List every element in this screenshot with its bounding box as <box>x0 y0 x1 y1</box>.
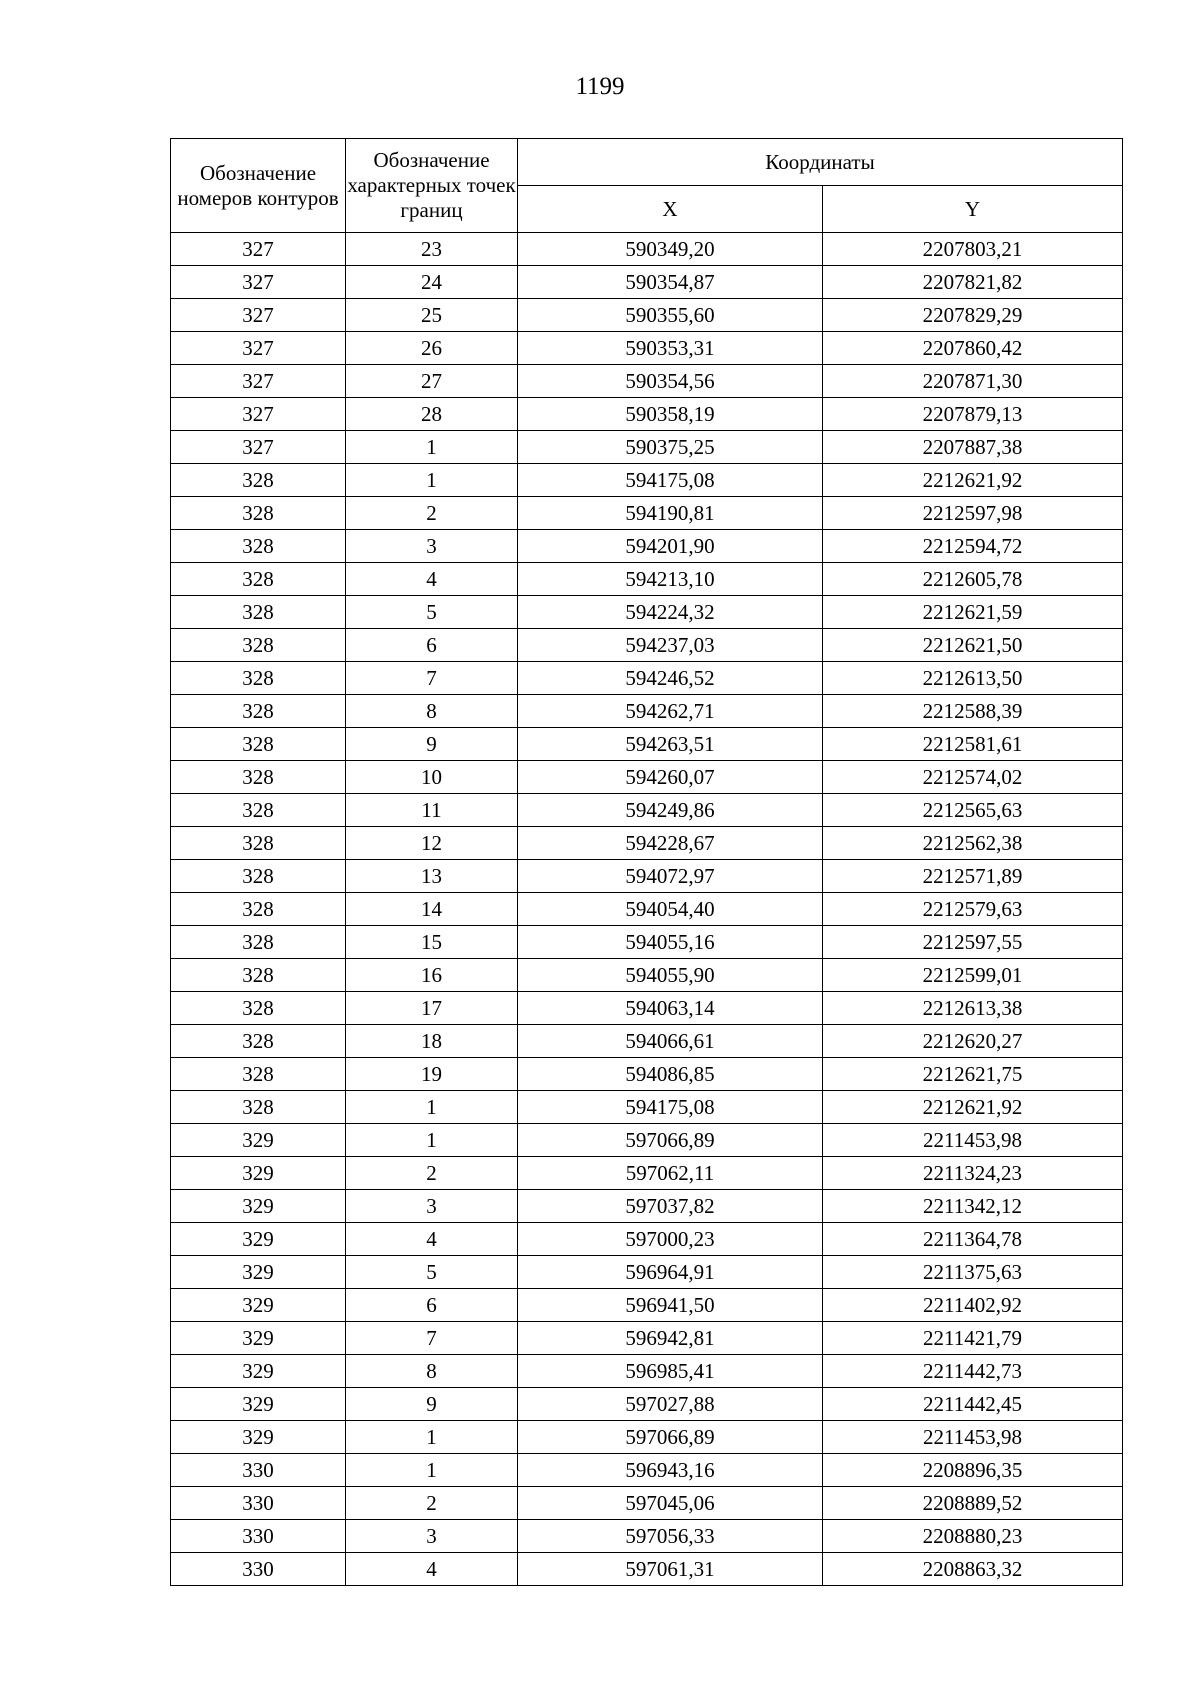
cell-point-number: 2 <box>346 497 518 530</box>
cell-point-number: 6 <box>346 629 518 662</box>
cell-point-number: 1 <box>346 431 518 464</box>
cell-y: 2208896,35 <box>823 1454 1123 1487</box>
cell-point-number: 14 <box>346 893 518 926</box>
cell-x: 597045,06 <box>518 1487 823 1520</box>
cell-contour-number: 328 <box>171 695 346 728</box>
table-row <box>171 1091 1123 1124</box>
cell-point-number: 10 <box>346 761 518 794</box>
cell-x: 590354,56 <box>518 365 823 398</box>
cell-point-number: 8 <box>346 695 518 728</box>
cell-contour-number: 329 <box>171 1388 346 1421</box>
cell-x: 596985,41 <box>518 1355 823 1388</box>
cell-point-number: 7 <box>346 1322 518 1355</box>
table-row <box>171 827 1123 860</box>
cell-y: 2212621,50 <box>823 629 1123 662</box>
cell-y: 2207871,30 <box>823 365 1123 398</box>
cell-y: 2208880,23 <box>823 1520 1123 1553</box>
coordinates-table <box>170 138 1123 1586</box>
cell-point-number: 27 <box>346 365 518 398</box>
cell-x: 594213,10 <box>518 563 823 596</box>
table-row <box>171 794 1123 827</box>
table-row <box>171 1190 1123 1223</box>
page-number: 1199 <box>575 73 625 100</box>
cell-point-number: 3 <box>346 530 518 563</box>
cell-y: 2212581,61 <box>823 728 1123 761</box>
cell-point-number: 16 <box>346 959 518 992</box>
table-header <box>171 139 1123 233</box>
cell-y: 2212621,92 <box>823 464 1123 497</box>
cell-contour-number: 328 <box>171 860 346 893</box>
cell-x: 594066,61 <box>518 1025 823 1058</box>
table-row <box>171 1157 1123 1190</box>
cell-point-number: 13 <box>346 860 518 893</box>
table-row <box>171 365 1123 398</box>
cell-y: 2207829,29 <box>823 299 1123 332</box>
cell-contour-number: 327 <box>171 233 346 266</box>
cell-contour-number: 329 <box>171 1289 346 1322</box>
cell-y: 2208889,52 <box>823 1487 1123 1520</box>
cell-point-number: 3 <box>346 1190 518 1223</box>
cell-x: 594054,40 <box>518 893 823 926</box>
cell-y: 2212597,98 <box>823 497 1123 530</box>
table-body <box>171 233 1123 1586</box>
cell-x: 596943,16 <box>518 1454 823 1487</box>
table-row <box>171 332 1123 365</box>
cell-y: 2211421,79 <box>823 1322 1123 1355</box>
cell-contour-number: 328 <box>171 662 346 695</box>
table-row <box>171 662 1123 695</box>
cell-contour-number: 328 <box>171 596 346 629</box>
cell-y: 2212621,92 <box>823 1091 1123 1124</box>
cell-point-number: 2 <box>346 1487 518 1520</box>
cell-contour-number: 327 <box>171 332 346 365</box>
cell-contour-number: 327 <box>171 398 346 431</box>
cell-point-number: 1 <box>346 464 518 497</box>
cell-point-number: 4 <box>346 1553 518 1586</box>
cell-point-number: 17 <box>346 992 518 1025</box>
cell-y: 2211342,12 <box>823 1190 1123 1223</box>
cell-contour-number: 328 <box>171 1058 346 1091</box>
cell-y: 2211402,92 <box>823 1289 1123 1322</box>
cell-y: 2211364,78 <box>823 1223 1123 1256</box>
table-row <box>171 926 1123 959</box>
cell-contour-number: 328 <box>171 728 346 761</box>
cell-x: 590355,60 <box>518 299 823 332</box>
table-row <box>171 1025 1123 1058</box>
cell-x: 596942,81 <box>518 1322 823 1355</box>
cell-point-number: 3 <box>346 1520 518 1553</box>
cell-contour-number: 328 <box>171 761 346 794</box>
cell-contour-number: 329 <box>171 1190 346 1223</box>
cell-y: 2207879,13 <box>823 398 1123 431</box>
header-contour-numbers: Обозначение номеров контуров <box>171 139 346 233</box>
cell-point-number: 11 <box>346 794 518 827</box>
table-row <box>171 563 1123 596</box>
table-row <box>171 728 1123 761</box>
cell-contour-number: 328 <box>171 530 346 563</box>
cell-x: 594237,03 <box>518 629 823 662</box>
cell-point-number: 2 <box>346 1157 518 1190</box>
table-row <box>171 266 1123 299</box>
table-row <box>171 1421 1123 1454</box>
cell-x: 594190,81 <box>518 497 823 530</box>
cell-x: 597000,23 <box>518 1223 823 1256</box>
cell-x: 590358,19 <box>518 398 823 431</box>
cell-contour-number: 327 <box>171 266 346 299</box>
cell-contour-number: 328 <box>171 893 346 926</box>
cell-x: 594260,07 <box>518 761 823 794</box>
cell-y: 2211442,73 <box>823 1355 1123 1388</box>
cell-x: 594246,52 <box>518 662 823 695</box>
table-row <box>171 959 1123 992</box>
table-row <box>171 1487 1123 1520</box>
table-row <box>171 1058 1123 1091</box>
cell-point-number: 1 <box>346 1421 518 1454</box>
cell-x: 590349,20 <box>518 233 823 266</box>
header-boundary-points: Обозначение характерных точек границ <box>346 139 518 233</box>
cell-y: 2212613,50 <box>823 662 1123 695</box>
cell-y: 2212599,01 <box>823 959 1123 992</box>
cell-y: 2212621,75 <box>823 1058 1123 1091</box>
cell-contour-number: 329 <box>171 1322 346 1355</box>
cell-point-number: 5 <box>346 596 518 629</box>
cell-contour-number: 329 <box>171 1157 346 1190</box>
cell-contour-number: 329 <box>171 1256 346 1289</box>
table-row <box>171 629 1123 662</box>
table-row <box>171 1223 1123 1256</box>
cell-x: 594086,85 <box>518 1058 823 1091</box>
cell-y: 2211324,23 <box>823 1157 1123 1190</box>
cell-x: 596964,91 <box>518 1256 823 1289</box>
cell-contour-number: 328 <box>171 1025 346 1058</box>
cell-point-number: 19 <box>346 1058 518 1091</box>
header-x: X <box>518 186 823 233</box>
cell-point-number: 8 <box>346 1355 518 1388</box>
cell-x: 594072,97 <box>518 860 823 893</box>
table-row <box>171 1355 1123 1388</box>
cell-y: 2207821,82 <box>823 266 1123 299</box>
cell-point-number: 24 <box>346 266 518 299</box>
table-row <box>171 695 1123 728</box>
cell-point-number: 18 <box>346 1025 518 1058</box>
cell-contour-number: 327 <box>171 365 346 398</box>
cell-x: 590353,31 <box>518 332 823 365</box>
table-row <box>171 596 1123 629</box>
cell-point-number: 9 <box>346 728 518 761</box>
cell-x: 594263,51 <box>518 728 823 761</box>
cell-contour-number: 328 <box>171 464 346 497</box>
cell-x: 597066,89 <box>518 1124 823 1157</box>
cell-point-number: 4 <box>346 1223 518 1256</box>
cell-y: 2212620,27 <box>823 1025 1123 1058</box>
cell-point-number: 26 <box>346 332 518 365</box>
cell-x: 594055,90 <box>518 959 823 992</box>
cell-y: 2212571,89 <box>823 860 1123 893</box>
cell-point-number: 7 <box>346 662 518 695</box>
cell-contour-number: 328 <box>171 794 346 827</box>
table-row <box>171 1553 1123 1586</box>
table-row <box>171 893 1123 926</box>
table-row <box>171 464 1123 497</box>
table-row <box>171 992 1123 1025</box>
cell-contour-number: 328 <box>171 1091 346 1124</box>
table-row <box>171 761 1123 794</box>
cell-y: 2212605,78 <box>823 563 1123 596</box>
cell-y: 2212594,72 <box>823 530 1123 563</box>
cell-point-number: 12 <box>346 827 518 860</box>
cell-contour-number: 327 <box>171 431 346 464</box>
cell-point-number: 23 <box>346 233 518 266</box>
cell-y: 2211442,45 <box>823 1388 1123 1421</box>
cell-x: 597061,31 <box>518 1553 823 1586</box>
cell-y: 2207803,21 <box>823 233 1123 266</box>
cell-contour-number: 329 <box>171 1124 346 1157</box>
cell-contour-number: 329 <box>171 1421 346 1454</box>
cell-x: 597037,82 <box>518 1190 823 1223</box>
cell-contour-number: 330 <box>171 1454 346 1487</box>
header-y: Y <box>823 186 1123 233</box>
cell-x: 596941,50 <box>518 1289 823 1322</box>
cell-x: 594063,14 <box>518 992 823 1025</box>
table-row <box>171 398 1123 431</box>
cell-x: 594175,08 <box>518 464 823 497</box>
cell-contour-number: 328 <box>171 629 346 662</box>
cell-y: 2212579,63 <box>823 893 1123 926</box>
cell-x: 594262,71 <box>518 695 823 728</box>
table-row <box>171 1256 1123 1289</box>
cell-point-number: 25 <box>346 299 518 332</box>
cell-y: 2207887,38 <box>823 431 1123 464</box>
cell-x: 597066,89 <box>518 1421 823 1454</box>
cell-x: 597027,88 <box>518 1388 823 1421</box>
cell-contour-number: 327 <box>171 299 346 332</box>
cell-x: 594055,16 <box>518 926 823 959</box>
cell-x: 594201,90 <box>518 530 823 563</box>
cell-y: 2212588,39 <box>823 695 1123 728</box>
cell-contour-number: 328 <box>171 497 346 530</box>
cell-y: 2212574,02 <box>823 761 1123 794</box>
cell-contour-number: 330 <box>171 1487 346 1520</box>
cell-y: 2212597,55 <box>823 926 1123 959</box>
table-row <box>171 1289 1123 1322</box>
cell-contour-number: 330 <box>171 1553 346 1586</box>
cell-x: 590375,25 <box>518 431 823 464</box>
cell-point-number: 1 <box>346 1454 518 1487</box>
cell-contour-number: 329 <box>171 1355 346 1388</box>
cell-y: 2212562,38 <box>823 827 1123 860</box>
cell-y: 2211375,63 <box>823 1256 1123 1289</box>
table-row <box>171 1520 1123 1553</box>
cell-x: 594249,86 <box>518 794 823 827</box>
cell-point-number: 9 <box>346 1388 518 1421</box>
table-row <box>171 299 1123 332</box>
cell-contour-number: 328 <box>171 992 346 1025</box>
cell-y: 2207860,42 <box>823 332 1123 365</box>
table-row <box>171 233 1123 266</box>
cell-x: 594228,67 <box>518 827 823 860</box>
cell-contour-number: 330 <box>171 1520 346 1553</box>
cell-y: 2212613,38 <box>823 992 1123 1025</box>
cell-x: 597056,33 <box>518 1520 823 1553</box>
header-coordinates: Координаты <box>518 139 1123 186</box>
cell-x: 590354,87 <box>518 266 823 299</box>
table-row <box>171 1124 1123 1157</box>
cell-y: 2208863,32 <box>823 1553 1123 1586</box>
cell-x: 594224,32 <box>518 596 823 629</box>
cell-y: 2211453,98 <box>823 1124 1123 1157</box>
table-row <box>171 1454 1123 1487</box>
cell-point-number: 5 <box>346 1256 518 1289</box>
cell-contour-number: 329 <box>171 1223 346 1256</box>
cell-x: 594175,08 <box>518 1091 823 1124</box>
table-row <box>171 530 1123 563</box>
cell-contour-number: 328 <box>171 926 346 959</box>
table-row <box>171 1388 1123 1421</box>
cell-point-number: 1 <box>346 1124 518 1157</box>
cell-x: 597062,11 <box>518 1157 823 1190</box>
cell-point-number: 28 <box>346 398 518 431</box>
cell-point-number: 1 <box>346 1091 518 1124</box>
table-row <box>171 497 1123 530</box>
cell-contour-number: 328 <box>171 959 346 992</box>
table-row <box>171 1322 1123 1355</box>
cell-contour-number: 328 <box>171 827 346 860</box>
cell-y: 2212565,63 <box>823 794 1123 827</box>
cell-point-number: 6 <box>346 1289 518 1322</box>
cell-point-number: 4 <box>346 563 518 596</box>
cell-point-number: 15 <box>346 926 518 959</box>
table-row <box>171 860 1123 893</box>
cell-contour-number: 328 <box>171 563 346 596</box>
cell-y: 2211453,98 <box>823 1421 1123 1454</box>
table-row <box>171 431 1123 464</box>
cell-y: 2212621,59 <box>823 596 1123 629</box>
